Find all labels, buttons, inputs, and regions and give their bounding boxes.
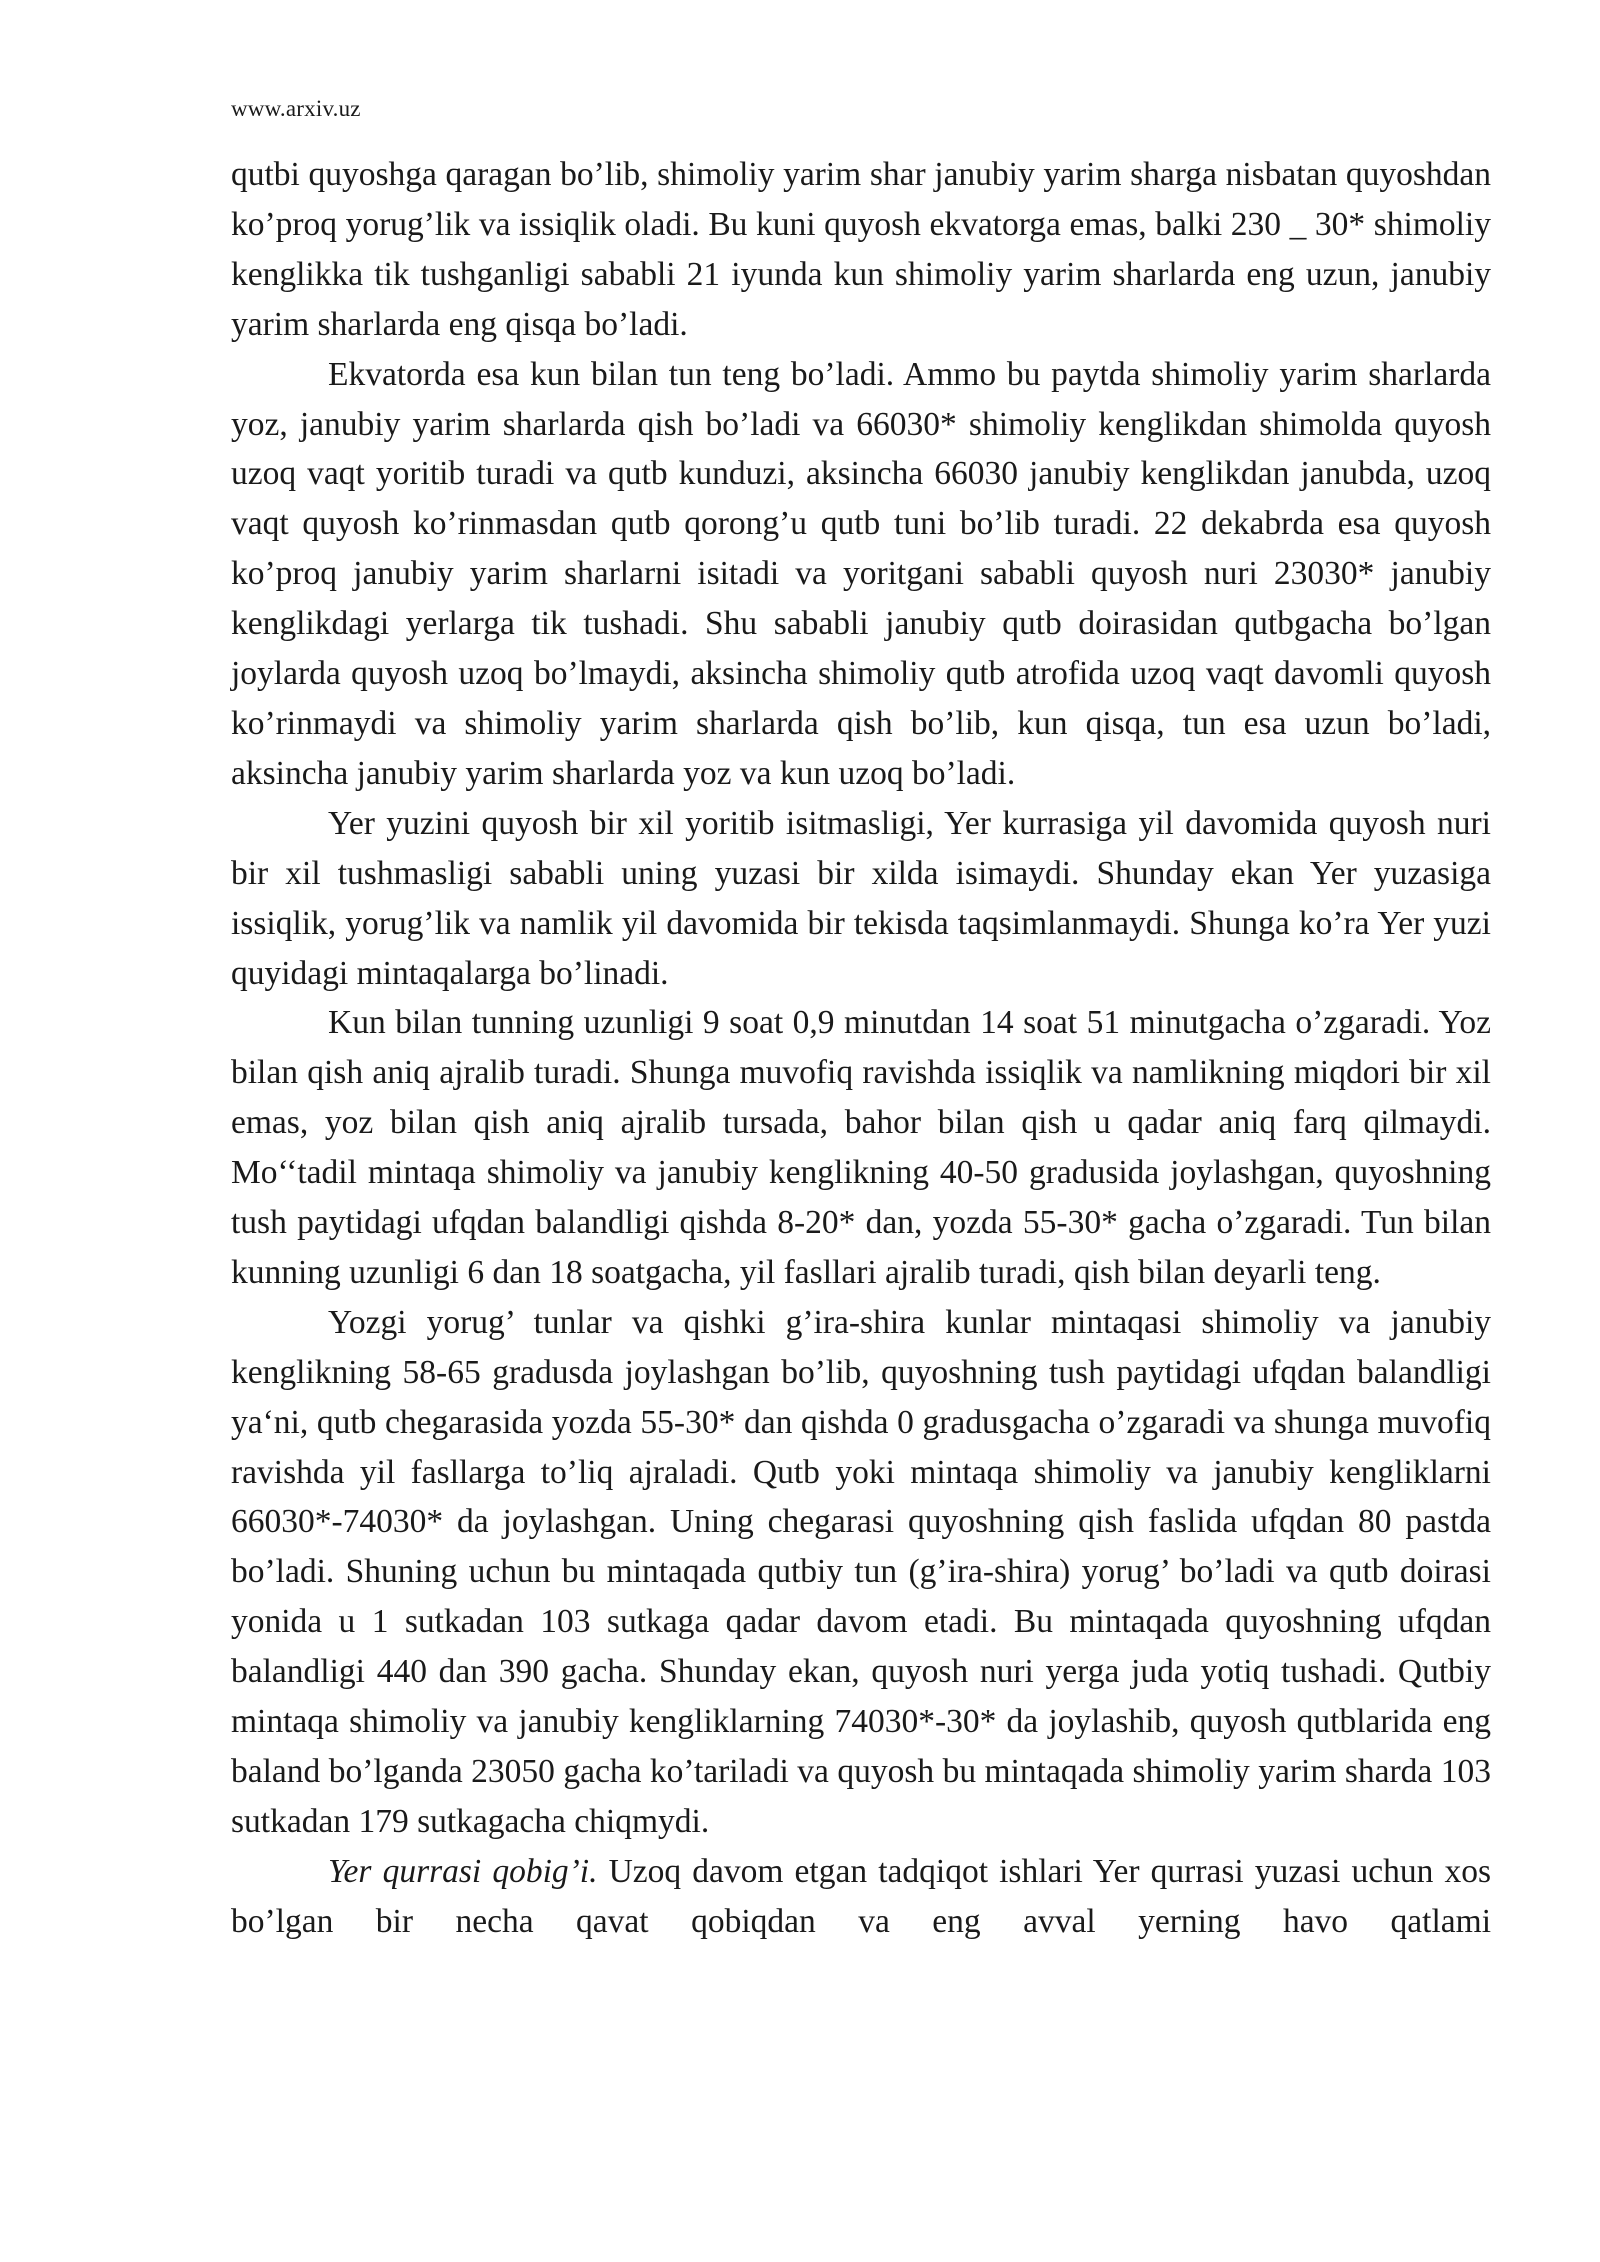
paragraph-1: qutbi quyoshga qaragan bo’lib, shimoliy yarim shar janubiy yarim sharga nisbatan quyoshdan ko’proq yorug’lik va issiqlik oladi. Bu kuni quyosh ekvatorga emas, balki 230 _ 30* shimoliy kenglikka tik tushganligi sababli 21 iyunda kun shimoliy yarim sharlarda eng uzun, janubiy yarim sharlarda eng qisqa bo’ladi.	[231, 156, 1491, 343]
paragraph-4: Kun bilan tunning uzunligi 9 soat 0,9 minutdan 14 soat 51 minutgacha o’zgaradi. Yoz bilan qish aniq ajralib turadi. Shunga muvofiq ravishda issiqlik va namlikning miqdori bir xil emas, yoz bilan qish aniq ajralib tursada, bahor bilan qish u qadar aniq farq qilmaydi. Mo‘‘tadil mintaqa shimoliy va janubiy kenglikning 40-50 gradusida joylashgan, quyoshning tush paytidagi ufqdan balandligi qishda 8-20* dan, yozda 55-30* gacha o’zgaradi. Tun bilan kunning uzunligi 6 dan 18 soatgacha, yil fasllari ajralib turadi, qish bilan deyarli teng.	[231, 1004, 1491, 1291]
page-header-url: www.arxiv.uz	[231, 96, 361, 121]
paragraph-5: Yozgi yorug’ tunlar va qishki g’ira-shira kunlar mintaqasi shimoliy va janubiy kenglikning 58-65 gradusda joylashgan bo’lib, quyoshning tush paytidagi ufqdan balandligi ya‘ni, qutb chegarasida yozda 55-30* dan qishda 0 gradusgacha o’zgaradi va shunga muvofiq ravishda yil fasllarga to’liq ajraladi. Qutb yoki mintaqa shimoliy va janubiy kengliklarni 66030*-74030* da joylashgan. Uning chegarasi quyoshning qish faslida ufqdan 80 pastda bo’ladi. Shuning uchun bu mintaqada qutbiy tun (g’ira-shira) yorug’ bo’ladi va qutb doirasi yonida u 1 sutkadan 103 sutkaga qadar davom etadi. Bu mintaqada quyoshning ufqdan balandligi 440 dan 390 gacha. Shunday ekan, quyosh nuri yerga juda yotiq tushadi. Qutbiy mintaqa shimoliy va janubiy kengliklarning 74030*-30* da joylashib, quyosh qutblarida eng baland bo’lganda 23050 gacha ko’tariladi va quyosh bu mintaqada shimoliy yarim sharda 103 sutkadan 179 sutkagacha chiqmydi.	[231, 1303, 1491, 1840]
paragraph-2: Ekvatorda esa kun bilan tun teng bo’ladi. Ammo bu paytda shimoliy yarim sharlarda yoz, janubiy yarim sharlarda qish bo’ladi va 66030* shimoliy kenglikdan shimolda quyosh uzoq vaqt yoritib turadi va qutb kunduzi, aksincha 66030 janubiy kenglikdan janubda, uzoq vaqt quyosh ko’rinmasdan qutb qorong’u qutb tuni bo’lib turadi. 22 dekabrda esa quyosh ko’proq janubiy yarim sharlarni isitadi va yoritgani sababli quyosh nuri 23030* janubiy kenglikdagi yerlarga tik tushadi. Shu sababli janubiy qutb doirasidan qutbgacha bo’lgan joylarda quyosh uzoq bo’lmaydi, aksincha shimoliy qutb atrofida uzoq vaqt davomli quyosh ko’rinmaydi va shimoliy yarim sharlarda qish bo’lib, kun qisqa, tun esa uzun bo’ladi, aksincha janubiy yarim sharlarda yoz va kun uzoq bo’ladi.	[231, 355, 1491, 792]
paragraph-3: Yer yuzini quyosh bir xil yoritib isitmasligi, Yer kurrasiga yil davomida quyosh nuri bir xil tushmasligi sababli uning yuzasi bir xilda isimaydi. Shunday ekan Yer yuzasiga issiqlik, yorug’lik va namlik yil davomida bir tekisda taqsimlanmaydi. Shunga ko’ra Yer yuzi quyidagi mintaqalarga bo’linadi.	[231, 804, 1491, 992]
document-body	[231, 150, 1491, 1947]
paragraph-6	[231, 1847, 1491, 1947]
section-heading-inline: Yer qurrasi qobig’i.	[328, 1852, 598, 1890]
paragraph-6-text: Uzoq davom etgan tadqiqot ishlari Yer qurrasi yuzasi uchun xos bo’lgan bir necha qavat qobiqdan va eng avval yerning havo qatlami	[231, 1852, 1491, 1940]
